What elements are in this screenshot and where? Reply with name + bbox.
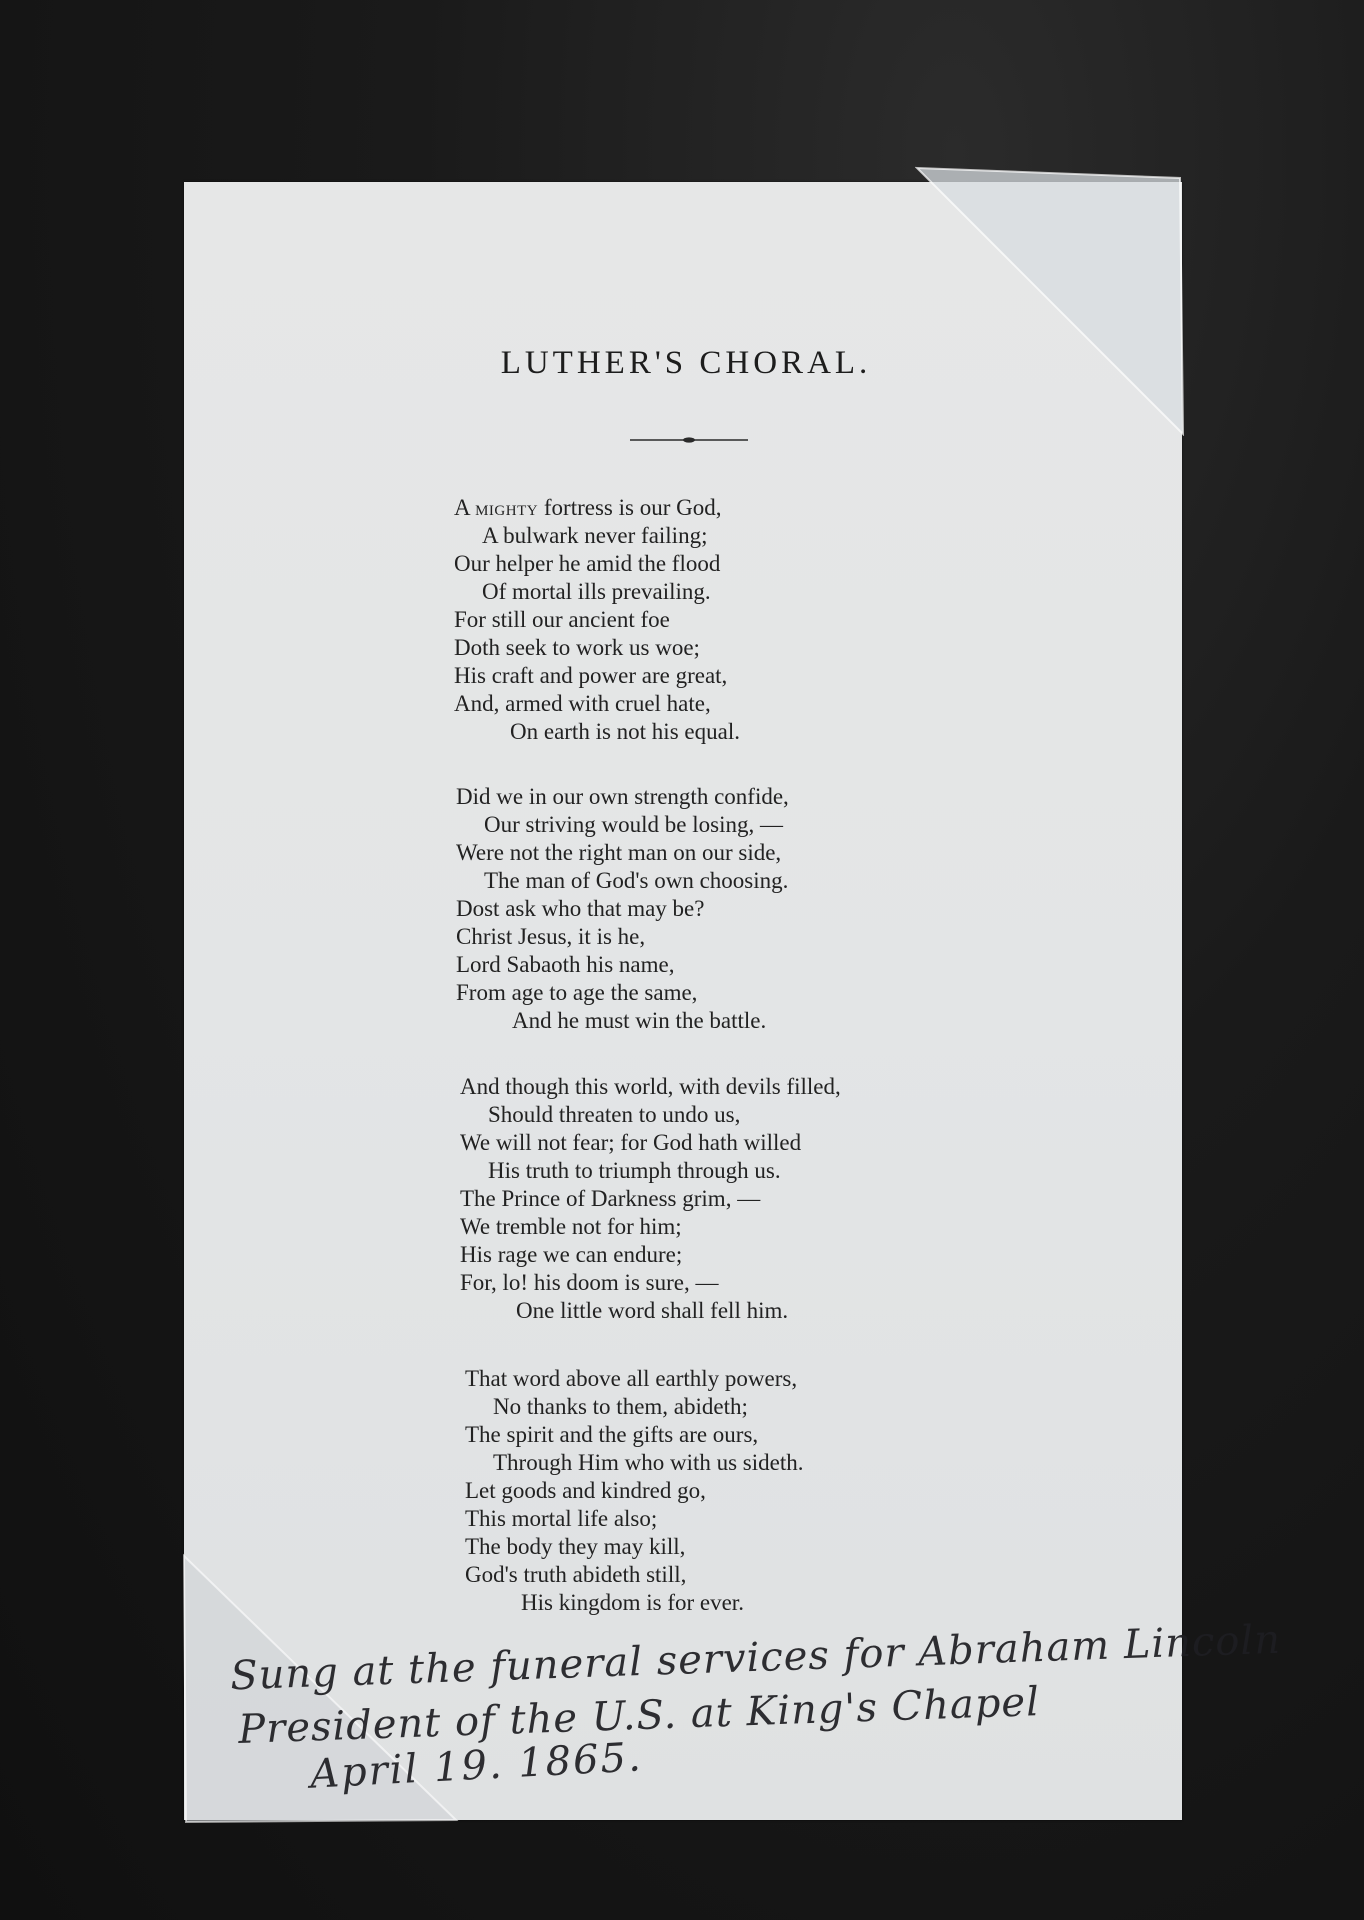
- poem-line: For still our ancient foe: [454, 607, 670, 632]
- poem-line: Lord Sabaoth his name,: [456, 952, 675, 977]
- poem-line: Our striving would be losing, —: [484, 812, 783, 837]
- poem-line: And he must win the battle.: [512, 1008, 767, 1033]
- poem-line: His rage we can endure;: [460, 1242, 683, 1267]
- poem-line: On earth is not his equal.: [510, 719, 740, 744]
- poem-line: Were not the right man on our side,: [456, 840, 782, 865]
- poem-line: A bulwark never failing;: [482, 523, 708, 548]
- poem-line: For, lo! his doom is sure, —: [460, 1270, 719, 1295]
- poem-line: God's truth abideth still,: [465, 1562, 687, 1587]
- stanza: [454, 494, 740, 746]
- poem-line: Doth seek to work us woe;: [454, 635, 700, 660]
- poem-line: We will not fear; for God hath willed: [460, 1130, 802, 1155]
- poem-line: The spirit and the gifts are ours,: [465, 1422, 759, 1447]
- stanza: [465, 1365, 804, 1617]
- poem-line: His truth to triumph through us.: [488, 1158, 781, 1183]
- poem-line: And, armed with cruel hate,: [454, 691, 711, 716]
- photo-corner-top-right: [915, 166, 1185, 436]
- poem-line: A mighty fortress is our God,: [454, 495, 722, 520]
- poem-line: We tremble not for him;: [460, 1214, 682, 1239]
- inscription-line: President of the U.S. at King's Chapel: [237, 1679, 1041, 1753]
- poem-line: From age to age the same,: [456, 980, 698, 1005]
- inscription-line: Sung at the funeral services for Abraham Lincoln: [229, 1616, 1282, 1700]
- poem-line: And though this world, with devils filled,: [460, 1074, 841, 1099]
- title-ornament-rule: [630, 435, 748, 445]
- poem-line: Did we in our own strength confide,: [456, 784, 789, 809]
- handwritten-inscription: [229, 1616, 1282, 1798]
- poem-line: Our helper he amid the flood: [454, 551, 721, 576]
- poem-line: That word above all earthly powers,: [465, 1366, 798, 1391]
- small-caps-word: mighty: [475, 496, 544, 520]
- poem-line: This mortal life also;: [465, 1506, 658, 1531]
- stanza: [456, 783, 789, 1035]
- poem-line: The Prince of Darkness grim, —: [460, 1186, 761, 1211]
- poem-line: Through Him who with us sideth.: [493, 1450, 804, 1475]
- poem-line: Of mortal ills prevailing.: [482, 579, 711, 604]
- poem-line: Should threaten to undo us,: [488, 1102, 741, 1127]
- poem-line: His craft and power are great,: [454, 663, 728, 688]
- poem-line: One little word shall fell him.: [516, 1298, 789, 1323]
- poem-line: The body they may kill,: [465, 1534, 686, 1559]
- poem-line: His kingdom is for ever.: [521, 1590, 744, 1615]
- stanza: [460, 1073, 841, 1325]
- poem-line: The man of God's own choosing.: [484, 868, 789, 893]
- inscription-line: April 19. 1865.: [309, 1734, 644, 1798]
- poem-line: Dost ask who that may be?: [456, 896, 705, 921]
- poem-line: No thanks to them, abideth;: [493, 1394, 748, 1419]
- poem-line: Let goods and kindred go,: [465, 1478, 706, 1503]
- poem-line: Christ Jesus, it is he,: [456, 924, 646, 949]
- page-title: LUTHER'S CHORAL.: [500, 345, 872, 381]
